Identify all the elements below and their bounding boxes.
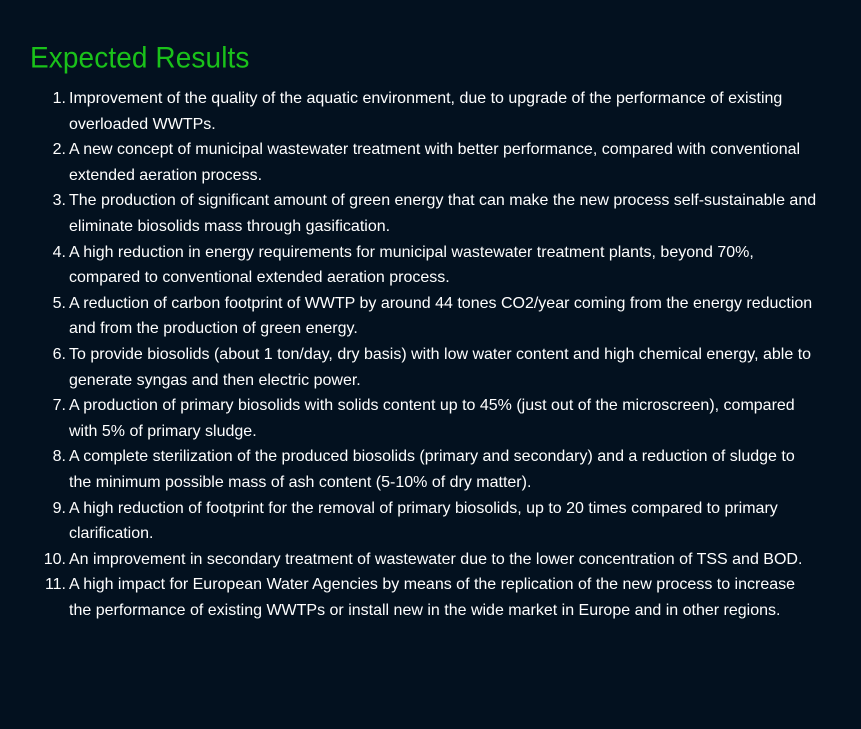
list-item — [30, 291, 821, 342]
list-item — [30, 188, 821, 239]
item-text: A high reduction in energy requirements for municipal wastewater treatment plants, beyond 70%, compared to conventional extended aeration process. — [69, 243, 754, 287]
item-text: The production of significant amount of green energy that can make the new process self-sustainable and eliminate biosolids mass through gasification. — [69, 192, 817, 235]
item-text: A high reduction of footprint for the removal of primary biosolids, up to 20 times compared to primary clarification. — [69, 499, 778, 543]
item-number: 11. — [44, 576, 66, 594]
item-number: 5. — [52, 294, 66, 312]
item-text: A production of primary biosolids with solids content up to 45% (just out of the microscreen), compared with 5% of primary sludge. — [69, 397, 795, 440]
item-number: 1. — [52, 90, 66, 107]
item-number: 2. — [52, 141, 66, 159]
results-list — [30, 86, 821, 623]
section-title: Expected Results — [30, 41, 250, 74]
list-item — [30, 86, 821, 137]
item-number: 3. — [52, 192, 66, 210]
item-number: 10. — [43, 550, 66, 568]
list-item — [30, 393, 821, 444]
item-number: 6. — [52, 345, 66, 363]
item-text: To provide biosolids (about 1 ton/day, dry basis) with low water content and high chemical energy, able to generate syngas and then electric power. — [69, 345, 812, 389]
list-item — [30, 240, 821, 291]
item-text: An improvement in secondary treatment of wastewater due to the lower concentration of TSS and BOD. — [69, 550, 803, 568]
item-number: 9. — [52, 499, 66, 517]
list-item — [30, 444, 821, 495]
item-text: A new concept of municipal wastewater treatment with better performance, compared with conventional extended aeration process. — [69, 141, 801, 184]
list-item — [30, 496, 821, 547]
item-text: Improvement of the quality of the aquatic environment, due to upgrade of the performance of existing overloaded WWTPs. — [69, 90, 783, 133]
list-item — [30, 547, 821, 573]
item-number: 8. — [52, 448, 66, 466]
item-text: A high impact for European Water Agencies by means of the replication of the new process to increase the performance of existing WWTPs or install new in the wide market in Europe and in other regions. — [69, 576, 796, 619]
item-number: 7. — [52, 397, 66, 415]
item-number: 4. — [52, 243, 66, 261]
item-text: A reduction of carbon footprint of WWTP by around 44 tones CO2/year coming from the energy reduction and from the production of green energy. — [69, 294, 813, 338]
list-item — [30, 572, 821, 623]
list-item — [30, 342, 821, 393]
list-item — [30, 137, 821, 188]
item-text: A complete sterilization of the produced biosolids (primary and secondary) and a reduction of sludge to the minimum possible mass of ash content (5-10% of dry matter). — [69, 448, 795, 491]
